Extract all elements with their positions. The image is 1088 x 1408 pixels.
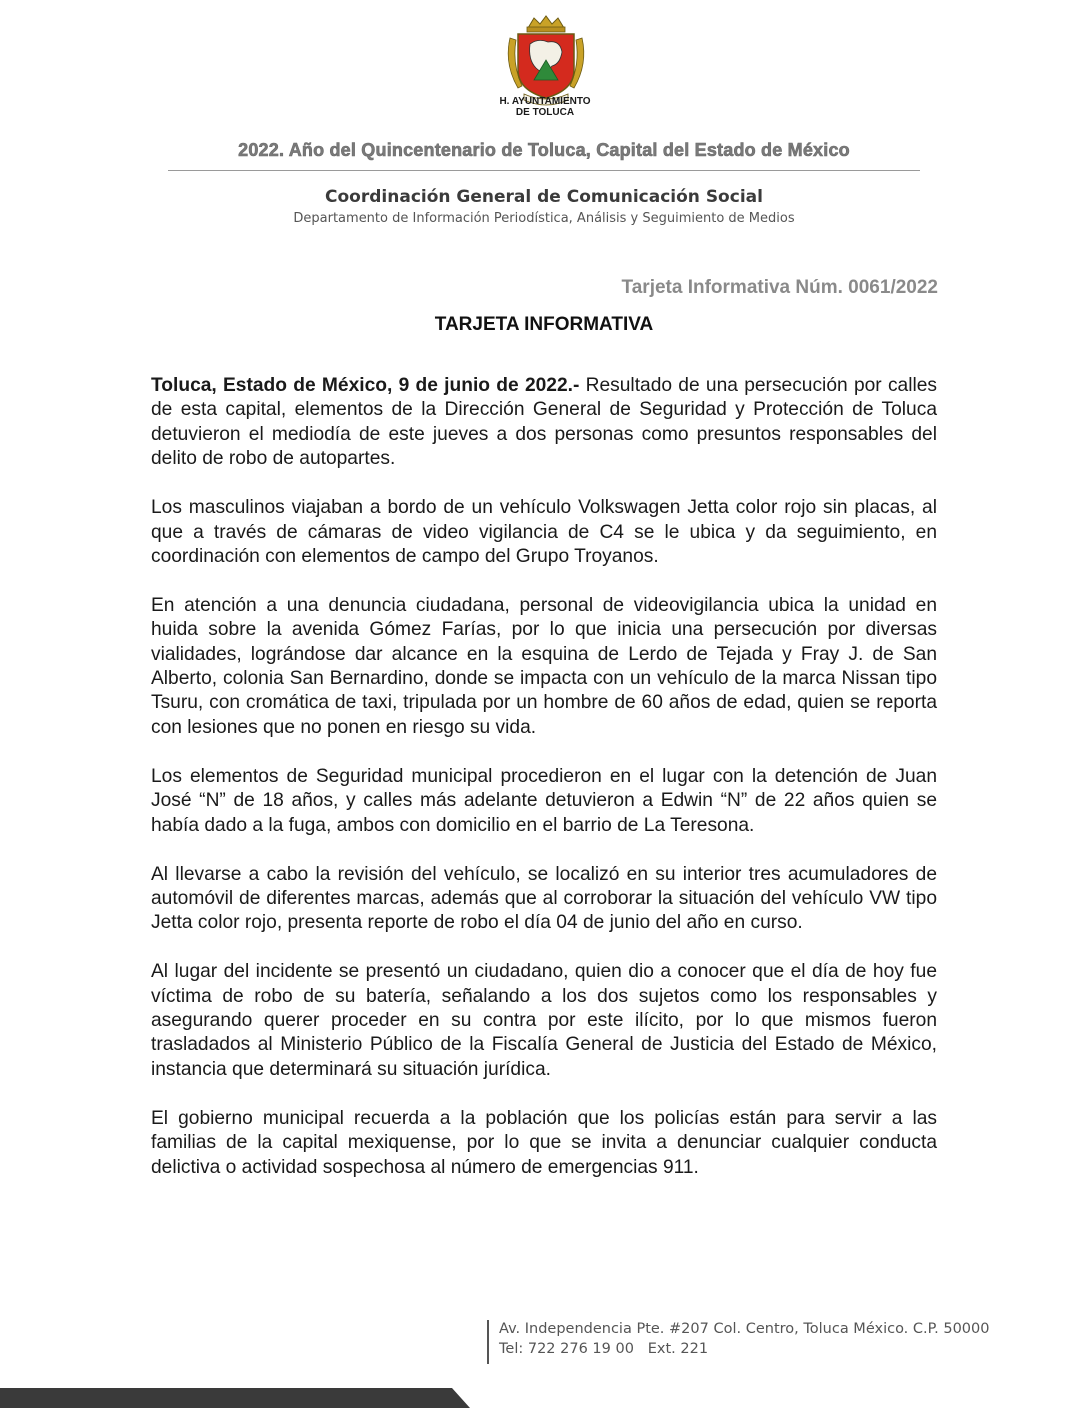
- body-paragraph: En atención a una denuncia ciudadana, personal de videovigilancia ubica la unidad en huida sobre la avenida Gómez Farías, por lo que inicia una persecución por diversas vialidades, lográndose dar alcance en la esquina de Lerdo de Tejada y Fray J. de San Alberto, colonia San Bernardino, donde se impacta con un vehículo de la marca Nissan tipo Tsuru, con cromática de taxi, tripulada por un hombre de 60 años de edad, quien se reporta con lesiones que no ponen en riesgo su vida.: [151, 594, 937, 738]
- body-paragraph: Al llevarse a cabo la revisión del vehículo, se localizó en su interior tres acumuladores de automóvil de diferentes marcas, además que al corroborar la situación del vehículo VW tipo Jetta color rojo, presenta reporte de robo el día 04 de junio del año en curso.: [151, 863, 937, 934]
- header-divider: [168, 170, 920, 171]
- lead-text: Resultado de una persecución por calles de esta capital, elementos de la Dirección General de Seguridad y Protección de Toluca detuvieron el mediodía de este jueves a dos personas como presuntos responsables del delito de robo de autopartes.: [151, 375, 938, 470]
- logo-caption: [470, 96, 620, 118]
- dateline: Toluca, Estado de México, 9 de junio de 2022.-: [151, 375, 580, 396]
- bottom-decorative-band: [0, 1386, 1088, 1408]
- card-number: Tarjeta Informativa Núm. 0061/2022: [621, 277, 938, 298]
- document-title: TARJETA INFORMATIVA: [434, 314, 654, 335]
- body-paragraph: El gobierno municipal recuerda a la población que los policías están para servir a las familias de la capital mexiquense, por lo que se invita a denunciar cualquier conducta delictiva o actividad sospechosa al número de emergencias 911.: [151, 1107, 937, 1178]
- sub-department-name: Departamento de Información Periodística, Análisis y Seguimiento de Medios: [293, 211, 795, 226]
- department-name: Coordinación General de Comunicación Social: [325, 187, 763, 207]
- document-body: [151, 374, 937, 1204]
- footer-phone: Tel: 722 276 19 00 Ext. 221: [499, 1341, 709, 1357]
- footer-divider: [487, 1320, 489, 1364]
- logo-caption-line1: H. AYUNTAMIENTO: [499, 96, 591, 107]
- year-motto: 2022. Año del Quincentenario de Toluca, Capital del Estado de México: [238, 140, 850, 160]
- footer-address: Av. Independencia Pte. #207 Col. Centro, Toluca México. C.P. 50000: [499, 1321, 990, 1337]
- body-paragraph: Al lugar del incidente se presentó un ciudadano, quien dio a conocer que el día de hoy fue víctima de robo de su batería, señalando a los dos sujetos como los responsables y asegurando querer proceder en su contra por este ilícito, por lo que mismos fueron trasladados al Ministerio Público de la Fiscalía General de Justicia del Estado de México, instancia que determinará su situación jurídica.: [151, 961, 937, 1080]
- body-paragraph: Los elementos de Seguridad municipal procedieron en el lugar con la detención de Juan José “N” de 18 años, y calles más adelante detuvieron a Edwin “N” de 22 años quien se había dado a la fuga, ambos con domicilio en el barrio de La Teresona.: [151, 765, 937, 836]
- logo-caption-line2: DE TOLUCA: [515, 107, 575, 118]
- body-paragraph: Los masculinos viajaban a bordo de un vehículo Volkswagen Jetta color rojo sin placas, al que a través de cámaras de video vigilancia de C4 se le ubica y da seguimiento, en coordinación con elementos de campo del Grupo Troyanos.: [151, 497, 937, 567]
- lead-paragraph: [151, 374, 937, 472]
